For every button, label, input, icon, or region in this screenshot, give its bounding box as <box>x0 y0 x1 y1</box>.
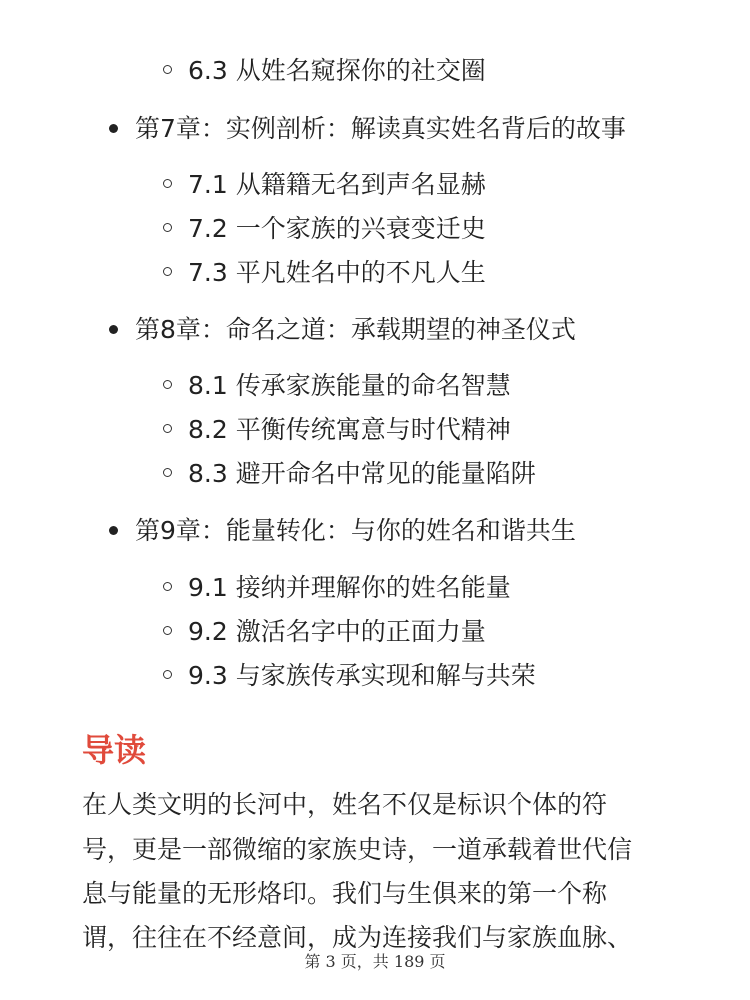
paragraph-line: 息与能量的无形烙印。我们与生俱来的第一个称 <box>82 879 608 908</box>
toc-subsection-label: 8.3 避开命名中常见的能量陷阱 <box>188 459 536 488</box>
toc-subsection-label: 7.2 一个家族的兴衰变迁史 <box>188 214 486 243</box>
toc-subsection[interactable] <box>188 571 511 605</box>
toc-subsection[interactable] <box>188 615 486 649</box>
hollow-bullet-icon <box>163 582 172 591</box>
toc-subsection-label: 8.1 传承家族能量的命名智慧 <box>188 371 511 400</box>
toc-subsection[interactable] <box>188 168 486 202</box>
toc-chapter-label: 第9章：能量转化：与你的姓名和谐共生 <box>135 516 576 545</box>
hollow-bullet-icon <box>163 626 172 635</box>
paragraph-line: 谓，往往在不经意间，成为连接我们与家族血脉、 <box>82 923 633 952</box>
toc-subsection-label: 6.3 从姓名窥探你的社交圈 <box>188 56 486 85</box>
toc-chapter[interactable] <box>135 514 576 548</box>
toc-subsection[interactable] <box>188 659 536 693</box>
toc-subsection[interactable] <box>188 54 486 88</box>
section-heading: 导读 <box>82 731 147 769</box>
toc-subsection[interactable] <box>188 256 486 290</box>
filled-bullet-icon <box>109 325 118 334</box>
hollow-bullet-icon <box>163 468 172 477</box>
toc-chapter-label: 第8章：命名之道：承载期望的神圣仪式 <box>135 315 576 344</box>
toc-subsection-label: 9.3 与家族传承实现和解与共荣 <box>188 661 536 690</box>
toc-subsection[interactable] <box>188 212 486 246</box>
toc-subsection[interactable] <box>188 457 536 491</box>
toc-subsection[interactable] <box>188 369 511 403</box>
hollow-bullet-icon <box>163 223 172 232</box>
paragraph-line: 在人类文明的长河中，姓名不仅是标识个体的符 <box>82 790 608 819</box>
hollow-bullet-icon <box>163 65 172 74</box>
hollow-bullet-icon <box>163 267 172 276</box>
filled-bullet-icon <box>109 526 118 535</box>
paragraph-line: 号，更是一部微缩的家族史诗，一道承载着世代信 <box>82 835 633 864</box>
hollow-bullet-icon <box>163 424 172 433</box>
page-number-footer: 第 3 页，共 189 页 <box>304 952 446 971</box>
hollow-bullet-icon <box>163 179 172 188</box>
toc-chapter-label: 第7章：实例剖析：解读真实姓名背后的故事 <box>135 114 626 143</box>
toc-subsection-label: 7.3 平凡姓名中的不凡人生 <box>188 258 486 287</box>
toc-chapter[interactable] <box>135 112 626 146</box>
toc-subsection-label: 8.2 平衡传统寓意与时代精神 <box>188 415 511 444</box>
toc-subsection[interactable] <box>188 413 511 447</box>
toc-subsection-label: 9.1 接纳并理解你的姓名能量 <box>188 573 511 602</box>
toc-subsection-label: 9.2 激活名字中的正面力量 <box>188 617 486 646</box>
filled-bullet-icon <box>109 124 118 133</box>
toc-chapter[interactable] <box>135 313 576 347</box>
hollow-bullet-icon <box>163 380 172 389</box>
toc-subsection-label: 7.1 从籍籍无名到声名显赫 <box>188 170 486 199</box>
hollow-bullet-icon <box>163 670 172 679</box>
